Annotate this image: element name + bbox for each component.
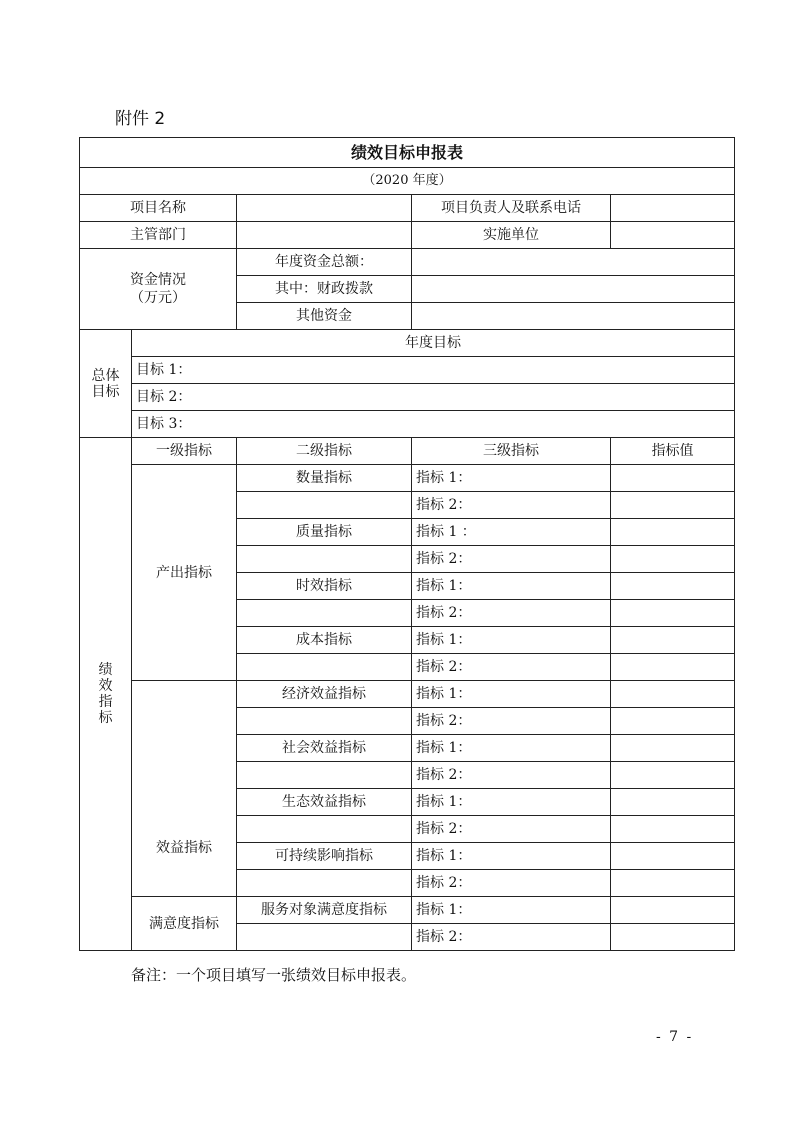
level1-benefit: 效益指标 (132, 681, 237, 897)
level2-blank (237, 924, 412, 951)
indicator-cell[interactable]: 指标 1： (412, 897, 611, 924)
indicator-value-field[interactable] (611, 600, 735, 627)
perf-indicators-label (80, 438, 132, 951)
indicator-cell[interactable]: 指标 1： (412, 573, 611, 600)
funds-fiscal-label: 其中：财政拨款 (237, 276, 412, 303)
funds-total-field[interactable] (412, 249, 735, 276)
indicator-cell[interactable]: 指标 1： (412, 627, 611, 654)
project-name-field[interactable] (237, 195, 412, 222)
indicator-cell[interactable]: 指标 2： (412, 762, 611, 789)
indicator-cell[interactable]: 指标 2： (412, 600, 611, 627)
indicator-cell[interactable]: 指标 2： (412, 708, 611, 735)
indicator-value-field[interactable] (611, 843, 735, 870)
indicator-value-field[interactable] (611, 465, 735, 492)
perf-char: 指 (98, 694, 113, 710)
level2-blank (237, 762, 412, 789)
indicator-value-field[interactable] (611, 762, 735, 789)
indicator-cell[interactable]: 指标 2： (412, 546, 611, 573)
col-header-level3: 三级指标 (412, 438, 611, 465)
attachment-label: 附件 2 (115, 109, 166, 129)
form-title: 绩效目标申报表 (80, 138, 735, 168)
level1-output: 产出指标 (132, 465, 237, 681)
indicator-value-field[interactable] (611, 789, 735, 816)
level2-blank (237, 546, 412, 573)
indicator-cell[interactable]: 指标 2： (412, 870, 611, 897)
indicator-value-field[interactable] (611, 816, 735, 843)
leader-contact-label: 项目负责人及联系电话 (412, 195, 611, 222)
funds-label (80, 249, 237, 330)
indicator-value-field[interactable] (611, 897, 735, 924)
level2-economic: 经济效益指标 (237, 681, 412, 708)
leader-contact-field[interactable] (611, 195, 735, 222)
indicator-cell[interactable]: 指标 2： (412, 924, 611, 951)
overall-goal-label (80, 330, 132, 438)
funds-total-label: 年度资金总额： (237, 249, 412, 276)
supervising-dept-label: 主管部门 (80, 222, 237, 249)
indicator-value-field[interactable] (611, 735, 735, 762)
indicator-cell[interactable]: 指标 1： (412, 465, 611, 492)
goal-2-field[interactable]: 目标 2： (132, 384, 735, 411)
indicator-cell[interactable]: 指标 2： (412, 816, 611, 843)
level2-blank (237, 492, 412, 519)
indicator-value-field[interactable] (611, 870, 735, 897)
goal-3-field[interactable]: 目标 3： (132, 411, 735, 438)
indicator-cell[interactable]: 指标 1： (412, 681, 611, 708)
indicator-value-field[interactable] (611, 681, 735, 708)
overall-goal-label-line2: 目标 (91, 383, 120, 400)
funds-label-line2: （万元） (130, 290, 186, 306)
annual-goal-header: 年度目标 (132, 330, 735, 357)
project-name-label: 项目名称 (80, 195, 237, 222)
level2-timeliness: 时效指标 (237, 573, 412, 600)
performance-goal-form (79, 137, 735, 951)
col-header-level1: 一级指标 (132, 438, 237, 465)
supervising-dept-field[interactable] (237, 222, 412, 249)
indicator-cell[interactable]: 指标 1： (412, 789, 611, 816)
level2-blank (237, 654, 412, 681)
form-year: （2020 年度） (80, 168, 735, 195)
indicator-cell[interactable]: 指标 1： (412, 735, 611, 762)
implementing-unit-field[interactable] (611, 222, 735, 249)
indicator-cell[interactable]: 指标 1 ： (412, 519, 611, 546)
level2-blank (237, 816, 412, 843)
level2-quality: 质量指标 (237, 519, 412, 546)
level2-blank (237, 600, 412, 627)
footnote: 备注：一个项目填写一张绩效目标申报表。 (131, 966, 417, 984)
level2-blank (237, 870, 412, 897)
level2-ecological: 生态效益指标 (237, 789, 412, 816)
level2-blank (237, 708, 412, 735)
indicator-value-field[interactable] (611, 492, 735, 519)
indicator-value-field[interactable] (611, 708, 735, 735)
level2-quantity: 数量指标 (237, 465, 412, 492)
level1-satisfaction: 满意度指标 (132, 897, 237, 951)
perf-char: 标 (98, 710, 113, 726)
funds-label-line1: 资金情况 (130, 272, 186, 288)
implementing-unit-label: 实施单位 (412, 222, 611, 249)
level2-sustainable: 可持续影响指标 (237, 843, 412, 870)
indicator-cell[interactable]: 指标 2： (412, 654, 611, 681)
level2-service: 服务对象满意度指标 (237, 897, 412, 924)
funds-other-field[interactable] (412, 303, 735, 330)
indicator-cell[interactable]: 指标 1： (412, 843, 611, 870)
perf-char: 效 (98, 678, 113, 694)
funds-other-label: 其他资金 (237, 303, 412, 330)
col-header-level2: 二级指标 (237, 438, 412, 465)
indicator-value-field[interactable] (611, 546, 735, 573)
perf-char: 绩 (98, 662, 113, 678)
funds-fiscal-field[interactable] (412, 276, 735, 303)
goal-1-field[interactable]: 目标 1： (132, 357, 735, 384)
level2-social: 社会效益指标 (237, 735, 412, 762)
indicator-value-field[interactable] (611, 573, 735, 600)
indicator-cell[interactable]: 指标 2： (412, 492, 611, 519)
indicator-value-field[interactable] (611, 627, 735, 654)
overall-goal-label-line1: 总体 (91, 367, 120, 384)
level2-cost: 成本指标 (237, 627, 412, 654)
indicator-value-field[interactable] (611, 924, 735, 951)
col-header-value: 指标值 (611, 438, 735, 465)
indicator-value-field[interactable] (611, 654, 735, 681)
page-number: - 7 - (656, 1029, 694, 1045)
indicator-value-field[interactable] (611, 519, 735, 546)
